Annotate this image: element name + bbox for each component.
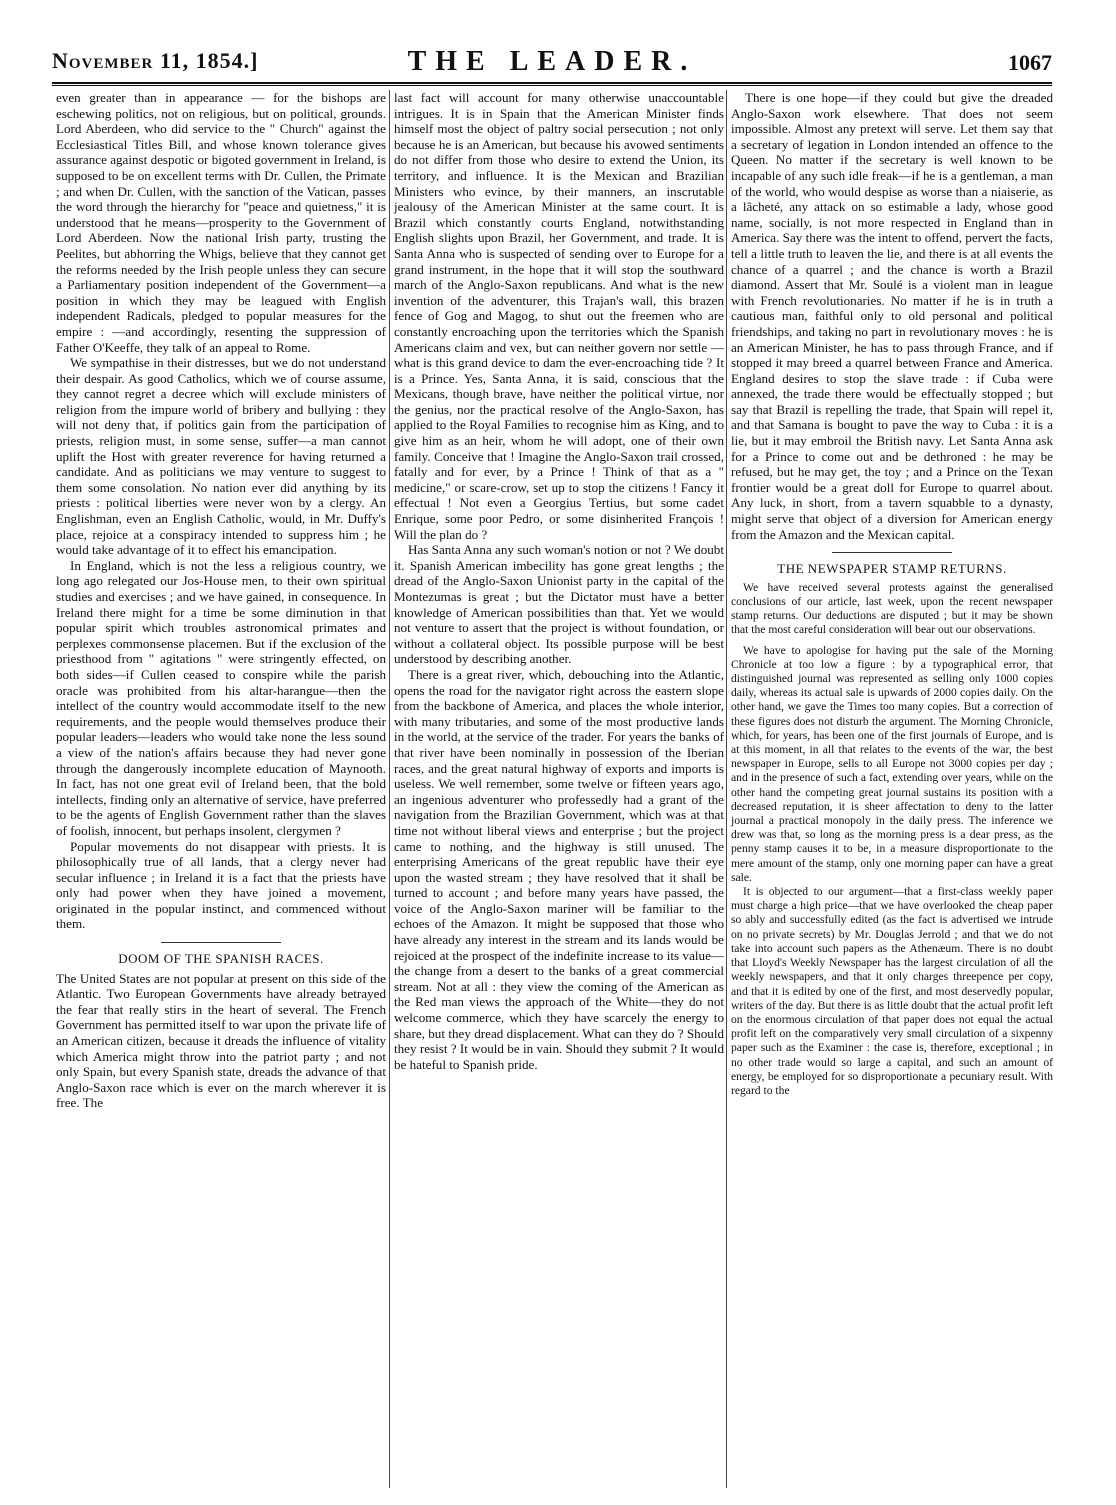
section-rule <box>832 552 952 553</box>
article-heading: DOOM OF THE SPANISH RACES. <box>118 951 324 967</box>
paragraph: Popular movements do not disappear with priests. It is philosophically true of all lands, that a clergy never had secular influence ; in Ireland it is a fact that the priests have only had power when they have joined a movement, originated in the popular instinct, and commenced without them. <box>56 838 386 932</box>
paragraph: even greater than in appearance — for the bishops are eschewing politics, not on religious, but on political, grounds. Lord Aberdeen, who did service to the " Church" against the Ecclesiastical Titles Bill, and whose known tolerance gives assurance against despotic or bigoted government in Ireland, is supposed to be on excellent terms with Dr. Cullen, the Primate ; and when Dr. Cullen, with the sanction of the Vatican, passes the word through the hierarchy for "peace and quietness," it is understood that he means—prosperity to the Government of Lord Aberdeen. Now the national Irish party, trusting the Peelites, but abhorring the Whigs, believe that they cannot get the reforms needed by the Irish people unless they can secure a Parliamentary position independent of the Government—a position in which they may be leagued with English independent Radicals, pledged to popular measures for the empire : —and accordingly, resenting the suppression of Father O'Keeffe, they talk of an appeal to Rome. <box>56 90 386 355</box>
small-print-article <box>731 581 1053 1098</box>
paragraph: We sympathise in their distresses, but we do not understand their despair. As good Catholics, which we of course assume, they cannot regret a decree which will exclude ministers of religion from the impure world of bribery and bullying : they will not deny that, if politics gain from the participation of priests, religion must, in some sense, suffer—a man cannot uplift the Host with greater reverence for having returned a candidate. And as politicians we may venture to suggest to them some consolation. No nation ever did anything by its priests : political liberties were never won by a clergy. An Englishman, even an English Catholic, would, in Mr. Duffy's place, rejoice at a conspiracy intended to suppress him ; he would take advantage of it to effect his emancipation. <box>56 355 386 558</box>
newspaper-title: THE LEADER. <box>407 46 697 77</box>
paragraph: We have received several protests against the generalised conclusions of our article, last week, upon the recent newspaper stamp returns. Our deductions are disputed ; but it may be shown that the most careful consideration will bear out our observations. <box>731 580 1053 637</box>
masthead-rule <box>52 85 1052 86</box>
article-heading: THE NEWSPAPER STAMP RETURNS. <box>777 561 1007 577</box>
issue-date: November 11, 1854.] <box>52 48 259 73</box>
paragraph: last fact will account for many otherwise unaccountable intrigues. It is in Spain that the American Minister finds himself most the object of paltry social persecution ; not only because he is an American, but because his avowed sentiments do not differ from those who desire to extend the Union, its territory, and influence. It is the Mexican and Brazilian Ministers who evince, by their manners, an inscrutable jealousy of the American Minister at the same court. It is Brazil which constantly courts England, notwithstanding English slights upon Brazil, her Government, and trade. It is Santa Anna who is suspected of sending over to Europe for a grand instrument, in the hope that it will stop the southward march of the Anglo-Saxon republicans. And what is the new invention of the adventurer, this Trajan's wall, this brazen fence of Gog and Magog, to shut out the freemen who are constantly encroaching upon the territories which the Spanish Americans claim and vex, but can neither govern nor settle —what is this grand device to dam the ever-encroaching tide ? It is a Prince. Yes, Santa Anna, it is said, conscious that the Mexicans, though brave, have neither the political virtue, nor the genius, nor the practical resolve of the Anglo-Saxon, has applied to the Royal Families to recognise him as King, and to give him as an heir, whom he will adopt, one of their own family. Conceive that ! Imagine the Anglo-Saxon trail crossed, fatally and for ever, by a Prince ! Think of that as a " medicine," or scare-crow, set up to stop the citizens ! Fancy it effectual ! Not even a Georgius Tertius, but some cadet Enrique, some poor Pedro, or some disinherited François ! Will the plan do ? <box>394 90 724 542</box>
paragraph: The United States are not popular at present on this side of the Atlantic. Two European Governments have already betrayed the fear that really stirs in the heart of several. The French Government has permitted itself to war upon the private life of an American citizen, because it dreads the influence of vitality which America might throw into the patriot party ; and not only Spain, but every Spanish state, dreads the advance of that Anglo-Saxon race which is ever on the march wherever it is free. The <box>56 970 386 1111</box>
paragraph: There is one hope—if they could but give the dreaded Anglo-Saxon work elsewhere. That does not seem impossible. Almost any pretext will serve. Let them say that a secretary of legation in London intended an offence to the Queen. No matter if the secretary is well known to be incapable of any such idle freak—if he is a gentleman, a man of the world, who would despise as worse than a niaiserie, as a lâcheté, any attack on so estimable a lady, whose good name, socially, is not more respected in England than in America. Say there was the intent to offend, pervert the facts, tell a little truth to leaven the lie, and there is at all events the chance of a quarrel ; and the chance is worth a Brazil diamond. Assert that Mr. Soulé is a violent man in league with French revolutionaries. No matter if he is in truth a cautious man, faithful only to old personal and political friendships, and taking no part in revolutionary moves : he is an American Minister, he has to pass through France, and if stopped it may breed a quarrel between France and America. England desires to stop the slave trade : if Cuba were annexed, the trade there would be effectually stopped ; but say that Brazil is repelling the trade, that Spain will repel it, and that Samana is bought to pave the way to Cuba : it is a lie, but it may embroil the British navy. Let Santa Anna ask for a Prince to come out and be dethroned : he may be refused, but he may get, the toy ; and a Prince on the Texan frontier would be a great doll for Europe to quarrel about. Any luck, in short, from a tavern squabble to a dynasty, might serve that object of a diversion for American energy from the Amazon and the Mexican capital. <box>731 90 1053 542</box>
paragraph: In England, which is not the less a religious country, we long ago relegated our Jos-House men, to their own spiritual studies and exercises ; and we have gained, in consequence. In Ireland there might for a time be some diminution in that popular spirit which troubles astronomical primates and perplexes commonsense placemen. But if the exclusion of the priesthood from " agitations " were stringently effected, on both sides—if Cullen ceased to conspire while the parish oracle was prohibited from his altar-harangue—then the intellect of the country would accommodate itself to the new requirements, and the people would themselves produce their popular leaders—leaders who would take none the less sound a view of the nation's affairs because they had never gone through the dangerously incomplete education of Maynooth. In fact, has not one great evil of Ireland been, that the bold intellects, finding only an alternative of service, have preferred to be the agents of English Government rather than the slaves of foolish, innocent, but perhaps insolent, clergymen ? <box>56 557 386 838</box>
paragraph: There is a great river, which, debouching into the Atlantic, opens the road for the navigator right across the eastern slope from the backbone of America, and places the whole interior, with many tributaries, and some of the most productive lands in the world, at the service of the trader. For years the banks of that river have been nominally in possession of the Iberian races, and the great natural highway of exports and imports is useless. We well remember, some twelve or fifteen years ago, an ingenious adventurer who professedly had a grant of the navigation from the Brazilian Government, which was at that time not without liberal views and enterprise ; but the project came to nothing, and the highway is still unused. The enterprising Americans of the great republic have their eye upon the wasted stream ; they have resolved that it shall be turned to account ; and before many years have passed, the voice of the Anglo-Saxon mariner will be familiar to the echoes of the Amazon. It might be supposed that those who have already any interest in the stream and its lands would be rejoiced at the prospect of the indefinite increase to its value—the change from a desert to the banks of a great commercial stream. Not at all : they view the coming of the American as the Red man views the approach of the White—they do not welcome commerce, which they have scarcely the energy to share, but they dread displacement. What can they do ? Should they resist ? It would be in vain. Should they submit ? It would be hateful to Spanish pride. <box>394 666 724 1072</box>
column-1 <box>56 90 386 1111</box>
paragraph: It is objected to our argument—that a first-class weekly paper must charge a high price—that we have overlooked the cheap paper so ably and successfully edited (as the fact is advertised we intrude on no private secrets) by Mr. Douglas Jerrold ; and that we do not take into account such papers as the Athenæum. There is no doubt that Lloyd's Weekly Newspaper has the largest circulation of all the weekly newspapers, and that it only charges threepence per copy, and that it is edited by one of the first, and most deservedly popular, writers of the day. But there is as little doubt that the actual profit left on the enormous circulation of that paper does not equal the actual profit left on the comparatively very small circulation of a sixpenny paper such as the Examiner : the case is, therefore, exceptional ; in no other trade would so large a capital, and such an amount of energy, be employed for so disproportionate a pecuniary result. With regard to the <box>731 885 1053 1097</box>
paragraph: We have to apologise for having put the sale of the Morning Chronicle at too low a figure : by a typographical error, that distinguished journal was represented as selling only 1000 copies daily, whereas its actual sale is upwards of 2000 copies daily. On the other hand, we gave the Times too many copies. But a correction of these figures does not disturb the argument. The Morning Chronicle, which, for years, has been one of the first journals of Europe, and is at this moment, in all that relates to the events of the war, the best newspaper in Europe, sells to all Europe not 3000 copies per day ; and in the presence of such a fact, extending over years, while on the other hand the competing great journal sustains its position with a decreased reputation, it is sheer affectation to deny to the latter journal a practical monopoly in the daily press. The inference we drew was that, so long as the morning press is a dear press, as the penny stamp causes it to be, in a measure disproportionate to the mere amount of the stamp, only one morning paper can have a great sale. <box>731 643 1053 884</box>
column-3 <box>731 90 1053 1098</box>
column-divider <box>389 90 390 1488</box>
paragraph: Has Santa Anna any such woman's notion or not ? We doubt it. Spanish American imbecility has gone great lengths ; the dread of the Anglo-Saxon Unionist party in the capital of the Montezumas is great ; but the Dictator must have a better knowledge of American possibilities than that. Yet we would not venture to assert that the project is without foundation, or without a collateral object. Its possible purpose will be best understood by describing another. <box>394 542 724 667</box>
page-number: 1067 <box>1008 50 1052 75</box>
column-divider <box>726 90 727 1488</box>
section-rule <box>161 942 281 943</box>
column-2 <box>394 90 724 1072</box>
masthead <box>52 42 1052 84</box>
